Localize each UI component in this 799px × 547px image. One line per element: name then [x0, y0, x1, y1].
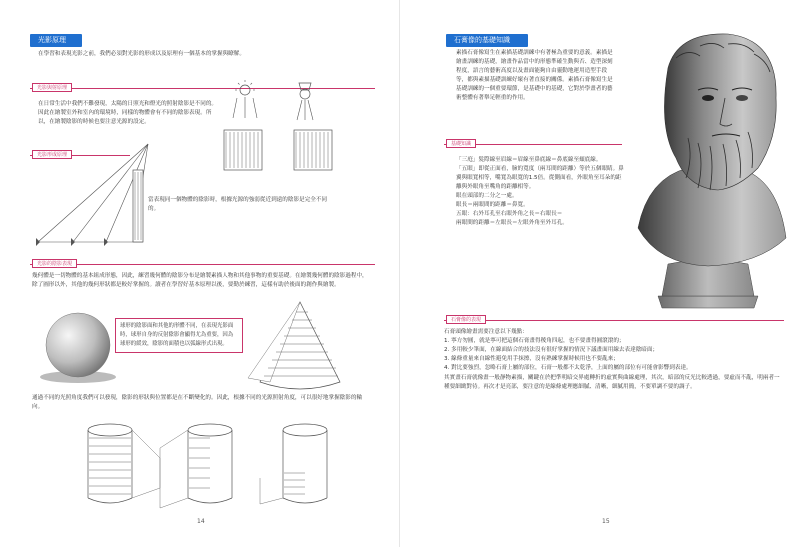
proportion-line: 五眼：右外耳孔至右眼外角之長＝右眼長＝ — [456, 211, 563, 217]
page-title-plaster-basics: 石膏像的基礎知識 — [446, 34, 528, 47]
section-tag-basics: 基礎知識 — [446, 139, 476, 148]
list-item: 3. 線條重量來自線性避免用手抹擦，沒有熟練掌握時候用也不要亂來； — [444, 356, 619, 362]
proportion-line: 眼在頭部的二分之一處。 — [456, 193, 518, 199]
plaster-tips-list — [444, 337, 784, 373]
cone-shadow-drawing — [250, 300, 360, 400]
plaster-bust-drawing — [628, 28, 788, 318]
proportion-line: 「三庭」髮際線至眉線＝眉線至鼻底線＝鼻底線至頦底線。 — [456, 157, 602, 163]
section-tag-shadow-expression: 光影的陰影表現 — [32, 259, 77, 268]
section-tag-shadow-formation: 光影形成原理 — [32, 150, 72, 159]
section-tag-plaster-expression: 石膏像的表現 — [446, 315, 486, 324]
right-intro-text: 素描石膏像寫生在素描基礎訓練中有著極為重要的意義。素描是繪畫訓練的基礎，繪畫作品當中的形態準確生動與否、造型深刻程度，語言的藝術高度以及畫面能夠自由靈動地運用造型手段等，都與素描基礎訓練好壞有著直接的關係。素描石膏像寫生是基礎訓練的一個重要環節，是基礎中的基礎，它對於學畫者的藝術整體有著舉足輕重的作用。 — [456, 50, 613, 101]
section2-bottom-text: 其實畫石膏就像畫一般靜物素描，關鍵在於把準明暗交界處轉折的虛實與曲線處理，其次，暗部的反光比較透過，要虛而不亂，明兩者一種要細緻對待。再次才是亮部，要注意的是線條處理應細膩、清晰，細膩用簡，不要單調不要的調子。 — [444, 375, 780, 390]
section-divider — [444, 320, 784, 321]
cylinder-shadow-drawings — [70, 418, 360, 518]
page-title-light-principle: 光影原理 — [30, 34, 82, 47]
list-item: 4. 對比要強烈，忽略石膏上屬的部位，石膏一般都不太乾淨，上面的屬的部位有可能會影響到表達。 — [444, 365, 692, 371]
section2-intro: 石膏頭像繪畫需要注意以下幾點： — [444, 329, 528, 335]
list-item: 2. 多用較少筆面，在線面結合的技法沒有很好掌握的情況下議畫面用線去表達陰暗面； — [444, 347, 659, 353]
section3-paragraph: 幾何體是一切物體的基本組成形態，因此，練習幾何體的陰影分布是繪製素描人物和其他事物的重要基礎。在繪製幾何體的陰影過程中，除了圓形以外，其他的幾何形狀都是較好掌握的。讀者在學習好基本原理以後，要勤於練習，這樣有助於後面的創作與繪製。 — [32, 273, 368, 288]
intro-text: 在學習和表現光影之前，我們必須對光影的形成以及原理有一個基本的掌握與瞭解。 — [38, 51, 245, 57]
shadow-blocks-diagram — [222, 128, 352, 176]
right-page — [400, 0, 799, 547]
sphere-shadow-drawing — [38, 305, 118, 385]
list-item: 1. 寧方勿圓，就是寧可把這個石膏畫得稜角四起，也不要畫得圓滾滾的； — [444, 338, 625, 344]
proportion-line: 「五眼」即從正面看，臉的寬度（兩耳間的距離）等於五個眼睛。鼻翼與眼寬相等，嘴寬為眼寬的1.5倍。從側面看，外眼角至耳朵的距離與外眼角至嘴角的距離相等。 — [456, 166, 624, 190]
proportion-line: 眼長＝兩眼間的距離＝鼻寬。 — [456, 202, 529, 208]
facial-proportion-notes — [456, 156, 626, 228]
section1-paragraph: 在日常生活中我們不難發現，太陽的日照光和燈光的照射陰影是不同的。因此在繪製室外和室內的環境時，同樣的物體會有不同的陰影表現。所以，在繪製陰影的時候也要注意光源的設定。 — [38, 101, 218, 125]
sphere-note: 球形的陰影面和其他的形體不同，在表現光影面時，球形自身的反射陰影會顯得尤為重要，因為球形的緩效，陰影的面積也以弧線形式出現。 — [115, 318, 243, 353]
section-tag-light-sources: 光影與射原理 — [32, 83, 72, 92]
section3-bottom-text: 通過不同的光照角度我們可以發現，陰影的形狀與位置都是在不斷變化的。因此，根據不同的光源照射角度，可以很好地掌握陰影的輪向。 — [32, 395, 363, 410]
page-number-left: 14 — [197, 518, 205, 525]
section2-caption: 當表現同一個物體的陰影時，根據光源的強弱從近到遠的陰影是完全不同的。 — [148, 197, 328, 212]
proportion-line: 兩眼間的距離＝左眼長＝左眼外角至外耳孔。 — [456, 220, 568, 226]
section-divider — [30, 264, 375, 265]
page-number-right: 15 — [602, 518, 610, 525]
